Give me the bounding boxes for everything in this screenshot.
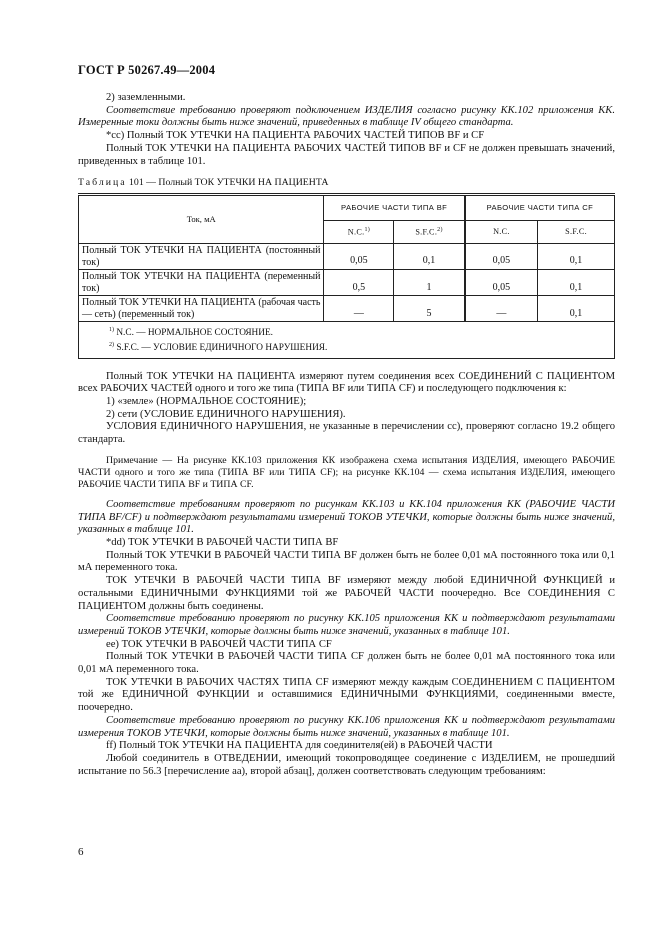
bottom-paragraphs — [78, 371, 615, 779]
paragraph: Соответствие требованию проверяют подключением ИЗДЕЛИЯ согласно рисунку КК.102 приложения КК. Измеренные токи должны быть ниже значений, приведенных в таблице IV общего стандарта. — [78, 104, 615, 129]
table-sub-bf-nc: N.C.$^{1)}$ — [324, 220, 394, 243]
paragraph: Соответствие требованию проверяют по рисунку КК.105 приложения КК и подтверждают результатами измерений ТОКОВ УТЕЧКИ, которые должны быть ниже значений, указанных в таблице 101. — [78, 613, 615, 637]
paragraph: 2) заземленными. — [106, 92, 186, 103]
table-row — [79, 270, 615, 296]
table-cell: — — [324, 296, 394, 322]
paragraph: ТОК УТЕЧКИ В РАБОЧЕЙ ЧАСТИ ТИПА BF измеряют между любой ЕДИНИЧНОЙ ФУНКЦИЕЙ и остальными ЕДИНИЧНЫМИ ФУНКЦИЯМИ той же РАБОЧЕЙ ЧАСТИ поочередно. Все СОЕДИНЕНИЯ С ПАЦИЕНТОМ должны быть соединены. — [78, 575, 615, 612]
table-rows — [79, 243, 615, 322]
paragraph: Соответствие требованиям проверяют по рисункам КК.103 и КК.104 приложения КК (РАБОЧИЕ ЧАСТИ ТИПА BF/CF) и подтверждают результатами измерений ТОКОВ УТЕЧКИ, которые должны быть ниже значений, указанных в таблице 101. — [78, 498, 615, 536]
table-caption-text: 101 — Полный ТОК УТЕЧКИ НА ПАЦИЕНТА — [129, 177, 329, 189]
paragraph: *cc) Полный ТОК УТЕЧКИ НА ПАЦИЕНТА РАБОЧИХ ЧАСТЕЙ ТИПОВ BF и CF — [106, 130, 485, 142]
table-cell: 0,1 — [538, 243, 615, 269]
table-caption — [78, 177, 615, 190]
leakage-current-table — [78, 193, 615, 359]
top-paragraphs — [78, 92, 615, 168]
table-cell: 0,05 — [324, 243, 394, 269]
page-number: 6 — [78, 846, 84, 858]
paragraph: *dd) ТОК УТЕЧКИ В РАБОЧЕЙ ЧАСТИ ТИПА BF — [106, 537, 339, 548]
paragraph: 1) «земле» (НОРМАЛЬНОЕ СОСТОЯНИЕ); — [106, 396, 307, 408]
table-sub-cf-sfc: S.F.C. — [538, 220, 615, 243]
table-head-group-bf: РАБОЧИЕ ЧАСТИ ТИПА BF — [324, 194, 465, 220]
paragraph: УСЛОВИЯ ЕДИНИЧНОГО НАРУШЕНИЯ, не указанные в перечислении сс), проверяют согласно 19.2 общего стандарта. — [78, 421, 615, 446]
footnote-2: $^{2)}$ S.F.C. — УСЛОВИЕ ЕДИНИЧНОГО НАРУШЕНИЯ. — [109, 341, 328, 353]
paragraph: Соответствие требованию проверяют по рисунку КК.106 приложения КК и подтверждают результатами измерения ТОКОВ УТЕЧКИ, которые должны быть ниже значений, указанных в таблице 101. — [78, 714, 615, 739]
table-caption-label: Таблица — [78, 177, 127, 189]
table-cell: 0,5 — [324, 270, 394, 296]
table-cell: 0,1 — [538, 296, 615, 322]
paragraph: Полный ТОК УТЕЧКИ В РАБОЧЕЙ ЧАСТИ ТИПА BF должен быть не более 0,01 мА постоянного тока или 0,1 мА переменного тока. — [78, 549, 615, 574]
table-row — [79, 296, 615, 322]
paragraph: Полный ТОК УТЕЧКИ НА ПАЦИЕНТА измеряют путем соединения всех СОЕДИНЕНИЙ С ПАЦИЕНТОМ всех РАБОЧИХ ЧАСТЕЙ одного и того же типа (ТИПА BF или ТИПА CF) и последующего подключения к: — [78, 370, 615, 395]
paragraph: ee) ТОК УТЕЧКИ В РАБОЧЕЙ ЧАСТИ ТИПА CF — [106, 638, 332, 650]
paragraph — [78, 491, 615, 499]
table-footnotes — [79, 322, 615, 358]
footnote-1: $^{1)}$ N.C. — НОРМАЛЬНОЕ СОСТОЯНИЕ. — [109, 327, 273, 339]
table-cell: 1 — [394, 270, 465, 296]
table-cell: 0,05 — [465, 243, 538, 269]
row-label: Полный ТОК УТЕЧКИ НА ПАЦИЕНТА (постоянный ток) — [79, 243, 324, 269]
table-head-group-cf: РАБОЧИЕ ЧАСТИ ТИПА CF — [465, 194, 615, 220]
table-cell: 0,1 — [394, 243, 465, 269]
document-header: ГОСТ Р 50267.49—2004 — [78, 63, 216, 77]
table-cell: 5 — [394, 296, 465, 322]
row-label: Полный ТОК УТЕЧКИ НА ПАЦИЕНТА (рабочая часть — сеть) (переменный ток) — [79, 296, 324, 322]
paragraph: Полный ТОК УТЕЧКИ В РАБОЧЕЙ ЧАСТИ ТИПА CF должен быть не более 0,01 мА постоянного тока или 0,01 мА переменного тока. — [78, 651, 615, 676]
table-cell: — — [465, 296, 538, 322]
paragraph: ff) Полный ТОК УТЕЧКИ НА ПАЦИЕНТА для соединителя(ей) в РАБОЧЕЙ ЧАСТИ — [106, 740, 493, 752]
table-cell: 0,05 — [465, 270, 538, 296]
table-cell: 0,1 — [538, 270, 615, 296]
document-body — [78, 92, 615, 778]
paragraph: ТОК УТЕЧКИ В РАБОЧИХ ЧАСТЯХ ТИПА CF измеряют между каждым СОЕДИНЕНИЕМ С ПАЦИЕНТОМ той же ЕДИНИЧНОЙ ФУНКЦИИ и оставшимися ЕДИНИЧНЫМИ ФУНКЦИЯМИ, соединенными вместе, поочередно. — [78, 676, 615, 714]
table-sub-bf-sfc: S.F.C.$^{2)}$ — [394, 220, 465, 243]
paragraph: Полный ТОК УТЕЧКИ НА ПАЦИЕНТА РАБОЧИХ ЧАСТЕЙ ТИПОВ BF и CF не должен превышать значений, приведенных в таблице 101. — [78, 142, 615, 167]
table-sub-cf-nc: N.C. — [465, 220, 538, 243]
paragraph — [78, 447, 615, 455]
paragraph: 2) сети (УСЛОВИЕ ЕДИНИЧНОГО НАРУШЕНИЯ). — [106, 408, 346, 420]
paragraph: Примечание — На рисунке КК.103 приложения КК изображена схема испытания ИЗДЕЛИЯ, имеющего РАБОЧИЕ ЧАСТИ одного и того же типа (ТИПА BF или ТИПА CF); на рисунке КК.104 — схема испытания ИЗДЕЛИЯ, имеющего РАБОЧИЕ ЧАСТИ ТИПА BF и ТИПА CF. — [78, 454, 615, 490]
row-label: Полный ТОК УТЕЧКИ НА ПАЦИЕНТА (переменный ток) — [79, 270, 324, 296]
table-head-current: Ток, мА — [79, 194, 324, 243]
table-row — [79, 243, 615, 269]
paragraph: Любой соединитель в ОТВЕДЕНИИ, имеющий токопроводящее соединение с ИЗДЕЛИЕМ, не прошедший испытание по 56.3 [перечисление аа), второй абзац], должен соответствовать следующим требованиям: — [78, 752, 615, 777]
